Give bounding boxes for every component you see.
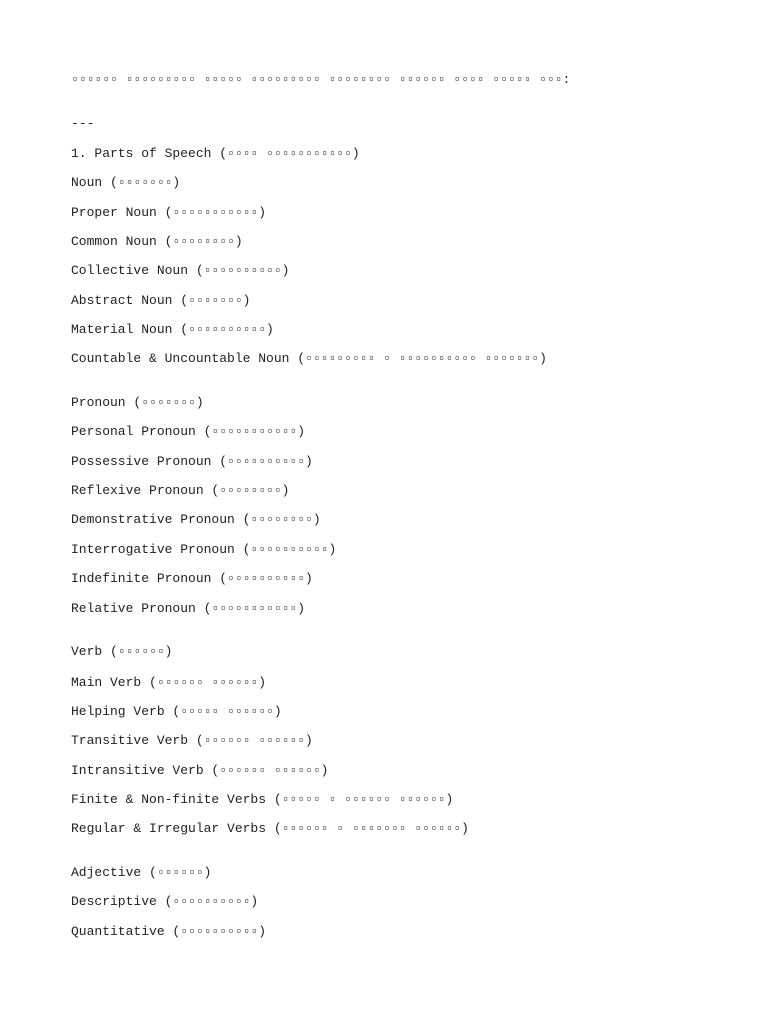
divider: --- <box>71 116 95 131</box>
intro-line: ▫▫▫▫▫▫ ▫▫▫▫▫▫▫▫▫ ▫▫▫▫▫ ▫▫▫▫▫▫▫▫▫ ▫▫▫▫▫▫▫▫ ▫▫▫▫▫▫ ▫▫▫▫ ▫▫▫▫▫ ▫▫▫: <box>71 72 571 87</box>
pronoun-item: Interrogative Pronoun (▫▫▫▫▫▫▫▫▫▫) <box>71 542 337 557</box>
verb-item: Helping Verb (▫▫▫▫▫ ▫▫▫▫▫▫) <box>71 704 282 719</box>
noun-title: Noun (▫▫▫▫▫▫▫) <box>71 175 181 190</box>
verb-item: Main Verb (▫▫▫▫▫▫ ▫▫▫▫▫▫) <box>71 675 267 690</box>
verb-item: Intransitive Verb (▫▫▫▫▫▫ ▫▫▫▫▫▫) <box>71 763 329 778</box>
verb-title: Verb (▫▫▫▫▫▫) <box>71 644 173 659</box>
noun-item: Collective Noun (▫▫▫▫▫▫▫▫▫▫) <box>71 263 290 278</box>
pronoun-item: Reflexive Pronoun (▫▫▫▫▫▫▫▫) <box>71 483 290 498</box>
pronoun-title: Pronoun (▫▫▫▫▫▫▫) <box>71 395 204 410</box>
verb-item: Transitive Verb (▫▫▫▫▫▫ ▫▫▫▫▫▫) <box>71 733 313 748</box>
pronoun-item: Indefinite Pronoun (▫▫▫▫▫▫▫▫▫▫) <box>71 571 313 586</box>
adjective-item: Descriptive (▫▫▫▫▫▫▫▫▫▫) <box>71 894 259 909</box>
adjective-title: Adjective (▫▫▫▫▫▫) <box>71 865 212 880</box>
pronoun-item: Demonstrative Pronoun (▫▫▫▫▫▫▫▫) <box>71 512 321 527</box>
section-heading: 1. Parts of Speech (▫▫▫▫ ▫▫▫▫▫▫▫▫▫▫▫) <box>71 146 360 161</box>
noun-item: Abstract Noun (▫▫▫▫▫▫▫) <box>71 293 251 308</box>
pronoun-item: Personal Pronoun (▫▫▫▫▫▫▫▫▫▫▫) <box>71 424 306 439</box>
pronoun-item: Possessive Pronoun (▫▫▫▫▫▫▫▫▫▫) <box>71 454 313 469</box>
verb-item: Finite & Non-finite Verbs (▫▫▫▫▫ ▫ ▫▫▫▫▫▫ ▫▫▫▫▫▫) <box>71 792 454 807</box>
noun-item: Countable & Uncountable Noun (▫▫▫▫▫▫▫▫▫ ▫ ▫▫▫▫▫▫▫▫▫▫ ▫▫▫▫▫▫▫) <box>71 351 547 366</box>
adjective-item: Quantitative (▫▫▫▫▫▫▫▫▫▫) <box>71 924 267 939</box>
noun-item: Material Noun (▫▫▫▫▫▫▫▫▫▫) <box>71 322 274 337</box>
verb-item: Regular & Irregular Verbs (▫▫▫▫▫▫ ▫ ▫▫▫▫▫▫▫ ▫▫▫▫▫▫) <box>71 821 469 836</box>
noun-item: Common Noun (▫▫▫▫▫▫▫▫) <box>71 234 243 249</box>
pronoun-item: Relative Pronoun (▫▫▫▫▫▫▫▫▫▫▫) <box>71 601 306 616</box>
noun-item: Proper Noun (▫▫▫▫▫▫▫▫▫▫▫) <box>71 205 267 220</box>
